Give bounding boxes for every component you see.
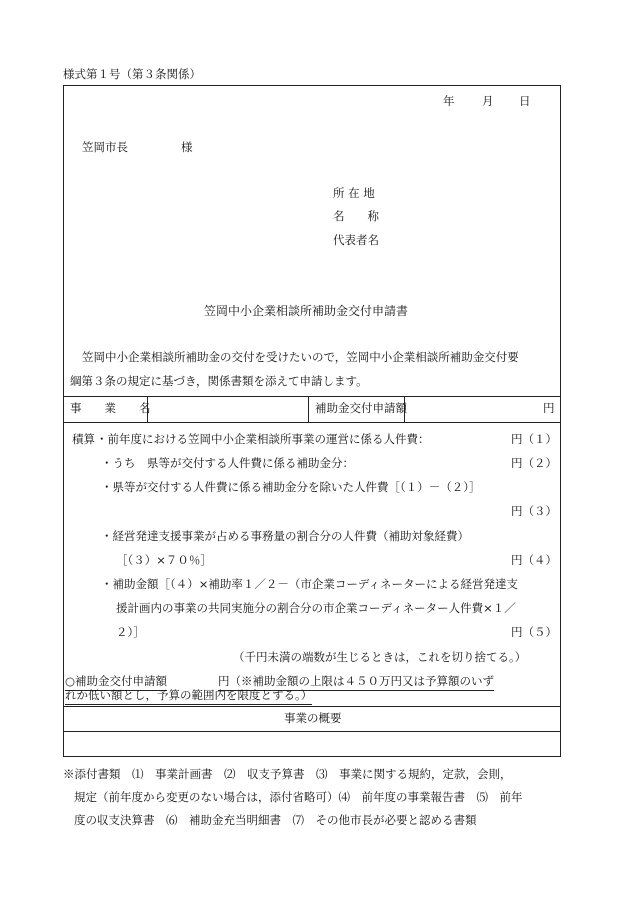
name-label: 名 称: [333, 209, 379, 223]
grant-amount-label: ○補助金交付申請額: [65, 674, 167, 691]
requested-amount-label: 補助金交付申請額: [315, 401, 407, 415]
date-year-label: 年: [443, 94, 455, 108]
calc-item-5-line-3: ２）］: [116, 625, 145, 639]
attachments-line-3: 度の収支決算書 ⑹ 補助金充当明細書 ⑺ その他市長が必要と認める書類: [74, 813, 477, 827]
grant-amount-line-1: [65, 676, 494, 688]
intro-line-2: 綱第３条の規定に基づき，関係書類を添えて申請します。: [70, 374, 368, 388]
project-name-label: 事 業 名: [70, 401, 151, 415]
row-divider-bottom: [63, 422, 561, 423]
calc-item-5-line-2: 援計画内の事業の共同実施分の割合分の市企業コーディネーター人件費×１／: [116, 601, 516, 615]
addressee-name: 笠岡市長: [82, 140, 128, 154]
calc-item-5-line-1: ・補助金額［（４）×補助率１／２－（市企業コーディネーターによる経営発達支: [101, 577, 518, 591]
intro-line-1: 笠岡中小企業相談所補助金の交付を受けたいので，笠岡中小企業相談所補助金交付要: [82, 350, 519, 364]
calc-item-1-suffix: 円（１）: [511, 432, 557, 446]
address-label: 所 在 地: [333, 186, 375, 200]
form-number-label: 様式第１号（第３条関係）: [63, 67, 201, 81]
calc-item-2-suffix: 円（２）: [511, 456, 557, 470]
calc-item-3-suffix: 円（３）: [511, 504, 557, 518]
overview-label: 事業の概要: [284, 711, 342, 725]
calc-item-5-suffix: 円（５）: [511, 625, 557, 639]
calc-item-2: ・うち 県等が交付する人件費に係る補助金分：: [101, 456, 354, 470]
attachments-line-2: 規定（前年度から変更のない場合は，添付省略可）⑷ 前年度の事業報告書 ⑸ 前年: [74, 790, 523, 804]
calc-item-4-line-2: ［（３）×７０％］: [116, 553, 212, 567]
date-month-label: 月: [482, 94, 494, 108]
grant-amount-limit-note: れか低い額とし，予算の範囲内を限度とする。）: [65, 688, 312, 705]
calc-item-4-suffix: 円（４）: [511, 553, 557, 567]
row-divider-top: [63, 396, 561, 397]
date-day-label: 日: [519, 94, 531, 108]
attachments-line-1: ※添付書類 ⑴ 事業計画書 ⑵ 収支予算書 ⑶ 事業に関する規約，定款，会則，: [63, 767, 512, 781]
calc-item-4-line-1: ・経営発達支援事業が占める事務量の割合分の人件費（補助対象経費）: [101, 529, 469, 543]
grant-amount-line-2: [65, 690, 312, 702]
calc-label: 積算: [72, 432, 95, 446]
overview-divider-bottom: [63, 731, 561, 732]
calc-item-3: ・県等が交付する人件費に係る補助金分を除いた人件費［（１）－（２）］: [101, 480, 481, 494]
overview-divider-top: [63, 706, 561, 707]
calc-item-1: ・前年度における笠岡中小企業相談所事業の運営に係る人件費：: [96, 432, 430, 446]
document-title: 笠岡中小企業相談所補助金交付申請書: [204, 304, 409, 318]
col-divider-2: [308, 396, 309, 422]
requested-amount-yen: 円: [543, 401, 555, 415]
representative-label: 代表者名: [333, 233, 379, 247]
addressee-honorific: 様: [181, 140, 193, 154]
rounding-note: （千円未満の端数が生じるときは，これを切り捨てる。）: [233, 650, 527, 664]
grant-amount-rest: 円（※補助金額の上限は４５０万円又は予算額のいず: [218, 674, 494, 691]
